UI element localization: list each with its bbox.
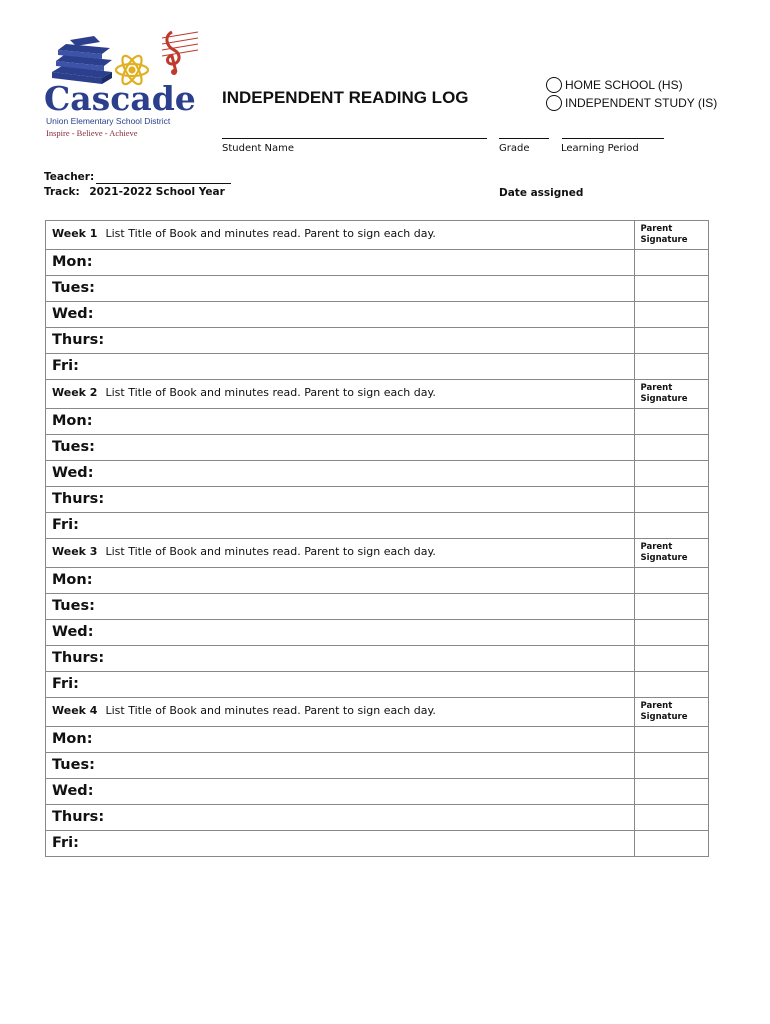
day-row <box>46 672 709 698</box>
instructions-text: List Title of Book and minutes read. Parent to sign each day. <box>105 386 436 399</box>
parent-signature-cell[interactable] <box>635 646 709 672</box>
day-row <box>46 276 709 302</box>
day-entry-cell[interactable] <box>46 435 635 461</box>
parent-signature-cell[interactable] <box>635 779 709 805</box>
parent-signature-cell[interactable] <box>635 672 709 698</box>
day-entry-cell[interactable] <box>46 620 635 646</box>
week-header-row <box>46 698 709 727</box>
learning-period-line[interactable] <box>562 138 664 139</box>
logo-subtitle: Union Elementary School District <box>46 116 171 126</box>
day-label: Tues: <box>52 280 95 296</box>
week-instructions-cell <box>46 221 635 250</box>
day-label: Thurs: <box>52 332 105 348</box>
day-label: Thurs: <box>52 650 105 666</box>
day-entry-cell[interactable] <box>46 672 635 698</box>
track-value: 2021-2022 School Year <box>89 186 225 198</box>
day-entry-cell[interactable] <box>46 727 635 753</box>
parent-signature-cell[interactable] <box>635 594 709 620</box>
week-label: Week 3 <box>52 545 98 558</box>
day-row <box>46 435 709 461</box>
independent-study-option[interactable] <box>546 95 717 111</box>
parent-signature-cell[interactable] <box>635 487 709 513</box>
parent-signature-cell[interactable] <box>635 461 709 487</box>
day-entry-cell[interactable] <box>46 646 635 672</box>
learning-period-label: Learning Period <box>561 143 639 154</box>
parent-signature-cell[interactable] <box>635 568 709 594</box>
day-entry-cell[interactable] <box>46 409 635 435</box>
teacher-label: Teacher: <box>44 171 95 183</box>
day-label: Wed: <box>52 465 94 481</box>
day-label: Fri: <box>52 835 79 851</box>
day-row <box>46 461 709 487</box>
day-label: Fri: <box>52 676 79 692</box>
grade-label: Grade <box>499 143 530 154</box>
day-entry-cell[interactable] <box>46 354 635 380</box>
day-label: Mon: <box>52 572 93 588</box>
signature-header-line2: Signature <box>640 394 688 404</box>
day-label: Tues: <box>52 757 95 773</box>
day-entry-cell[interactable] <box>46 568 635 594</box>
week-label: Week 1 <box>52 227 98 240</box>
student-name-line[interactable] <box>222 138 487 139</box>
teacher-field <box>44 171 94 183</box>
day-entry-cell[interactable] <box>46 594 635 620</box>
day-entry-cell[interactable] <box>46 461 635 487</box>
day-entry-cell[interactable] <box>46 328 635 354</box>
day-entry-cell[interactable] <box>46 831 635 857</box>
day-label: Fri: <box>52 358 79 374</box>
day-row <box>46 568 709 594</box>
day-entry-cell[interactable] <box>46 302 635 328</box>
signature-header-line1: Parent <box>640 542 673 552</box>
day-row <box>46 487 709 513</box>
day-label: Thurs: <box>52 491 105 507</box>
day-row <box>46 354 709 380</box>
independent-study-label: INDEPENDENT STUDY (IS) <box>565 96 718 110</box>
day-row <box>46 620 709 646</box>
day-label: Wed: <box>52 624 94 640</box>
day-entry-cell[interactable] <box>46 753 635 779</box>
parent-signature-cell[interactable] <box>635 831 709 857</box>
parent-signature-header <box>635 380 709 409</box>
week-instructions-cell <box>46 539 635 568</box>
week-header-row <box>46 380 709 409</box>
week-instructions-cell <box>46 698 635 727</box>
signature-header-line2: Signature <box>640 235 688 245</box>
day-label: Mon: <box>52 254 93 270</box>
document-title: INDEPENDENT READING LOG <box>222 88 469 107</box>
day-label: Thurs: <box>52 809 105 825</box>
instructions-text: List Title of Book and minutes read. Parent to sign each day. <box>105 545 436 558</box>
parent-signature-cell[interactable] <box>635 302 709 328</box>
logo-wordmark: Cascade <box>44 79 196 118</box>
signature-header-line1: Parent <box>640 224 673 234</box>
day-row <box>46 513 709 539</box>
week-header-row <box>46 221 709 250</box>
day-row <box>46 646 709 672</box>
day-entry-cell[interactable] <box>46 779 635 805</box>
logo-tagline: Inspire - Believe - Achieve <box>46 128 138 138</box>
music-clef-icon <box>162 32 198 75</box>
track-field <box>44 186 225 198</box>
parent-signature-header <box>635 698 709 727</box>
signature-header-line1: Parent <box>640 383 673 393</box>
day-row <box>46 328 709 354</box>
parent-signature-header <box>635 539 709 568</box>
radio-circle-icon[interactable] <box>546 77 562 93</box>
parent-signature-header <box>635 221 709 250</box>
day-entry-cell[interactable] <box>46 805 635 831</box>
parent-signature-cell[interactable] <box>635 753 709 779</box>
parent-signature-cell[interactable] <box>635 276 709 302</box>
week-label: Week 2 <box>52 386 98 399</box>
day-row <box>46 409 709 435</box>
day-label: Tues: <box>52 439 95 455</box>
teacher-line[interactable] <box>96 183 231 184</box>
week-header-row <box>46 539 709 568</box>
parent-signature-cell[interactable] <box>635 435 709 461</box>
day-entry-cell[interactable] <box>46 276 635 302</box>
instructions-text: List Title of Book and minutes read. Parent to sign each day. <box>105 227 436 240</box>
day-row <box>46 302 709 328</box>
signature-header-line2: Signature <box>640 712 688 722</box>
day-entry-cell[interactable] <box>46 487 635 513</box>
day-label: Wed: <box>52 783 94 799</box>
grade-line[interactable] <box>499 138 549 139</box>
reading-log-table <box>45 220 709 857</box>
track-label: Track: <box>44 186 80 198</box>
signature-header-line2: Signature <box>640 553 688 563</box>
day-row <box>46 727 709 753</box>
home-school-option[interactable] <box>546 77 683 93</box>
day-row <box>46 831 709 857</box>
week-label: Week 4 <box>52 704 98 717</box>
parent-signature-cell[interactable] <box>635 328 709 354</box>
parent-signature-cell[interactable] <box>635 513 709 539</box>
day-label: Tues: <box>52 598 95 614</box>
day-row <box>46 779 709 805</box>
day-label: Fri: <box>52 517 79 533</box>
signature-header-line1: Parent <box>640 701 673 711</box>
day-entry-cell[interactable] <box>46 513 635 539</box>
day-label: Wed: <box>52 306 94 322</box>
instructions-text: List Title of Book and minutes read. Parent to sign each day. <box>105 704 436 717</box>
day-row <box>46 594 709 620</box>
parent-signature-cell[interactable] <box>635 805 709 831</box>
day-entry-cell[interactable] <box>46 250 635 276</box>
date-assigned-label: Date assigned <box>499 187 584 199</box>
parent-signature-cell[interactable] <box>635 409 709 435</box>
parent-signature-cell[interactable] <box>635 250 709 276</box>
day-label: Mon: <box>52 731 93 747</box>
day-row <box>46 753 709 779</box>
student-name-label: Student Name <box>222 143 295 154</box>
books-icon <box>52 36 112 84</box>
parent-signature-cell[interactable] <box>635 354 709 380</box>
day-label: Mon: <box>52 413 93 429</box>
day-row <box>46 805 709 831</box>
day-row <box>46 250 709 276</box>
radio-circle-icon[interactable] <box>546 95 562 111</box>
home-school-label: HOME SCHOOL (HS) <box>565 78 683 92</box>
parent-signature-cell[interactable] <box>635 727 709 753</box>
week-instructions-cell <box>46 380 635 409</box>
parent-signature-cell[interactable] <box>635 620 709 646</box>
